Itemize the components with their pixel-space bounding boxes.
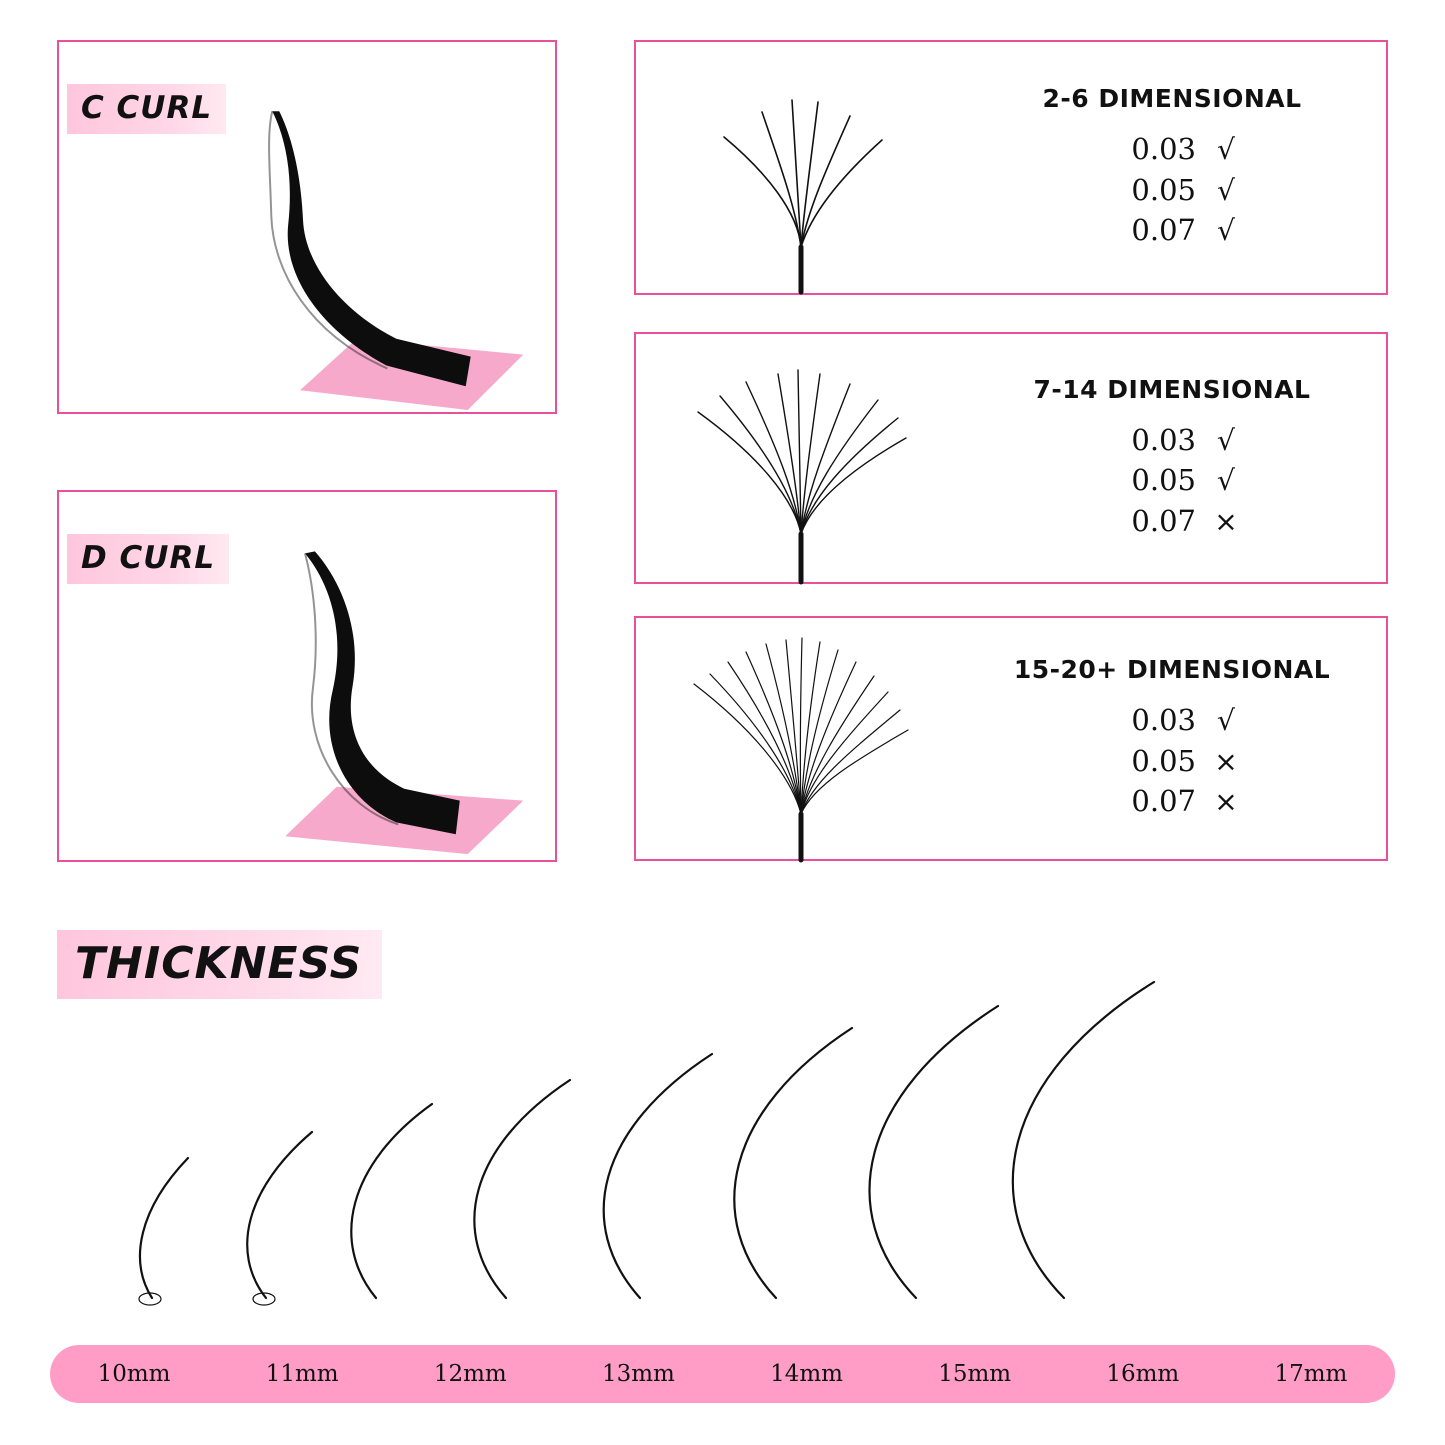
availability-mark: √ (1217, 423, 1235, 457)
thickness-availability-list (1088, 420, 1256, 542)
d-curl-label: D CURL (81, 540, 216, 576)
availability-row (1088, 460, 1256, 501)
length-label: 16mm (1106, 1361, 1180, 1387)
thickness-value: 0.05 (1131, 743, 1196, 778)
dimension-panel-7-14 (634, 332, 1388, 584)
length-label: 10mm (97, 1361, 171, 1387)
availability-mark: √ (1217, 173, 1235, 207)
availability-row (1088, 700, 1256, 741)
availability-mark: × (1214, 785, 1238, 819)
fan-illustration-7-14 (636, 334, 966, 582)
availability-row (1088, 501, 1256, 542)
dimension-title: 7-14 DIMENSIONAL (1033, 374, 1311, 404)
length-label: 13mm (601, 1361, 675, 1387)
c-curl-label: C CURL (81, 90, 213, 126)
c-curl-panel (57, 40, 557, 414)
d-curl-label-tag (67, 534, 229, 584)
d-curl-panel (57, 490, 557, 862)
thickness-value: 0.05 (1131, 172, 1196, 207)
availability-row (1088, 741, 1256, 782)
availability-mark: √ (1217, 214, 1235, 248)
fan-illustration-15-20 (636, 618, 966, 859)
thickness-availability-list (1088, 700, 1256, 822)
dimension-info-15-20 (966, 655, 1386, 822)
availability-row (1088, 129, 1256, 170)
thickness-value: 0.03 (1131, 422, 1196, 457)
availability-mark: √ (1217, 704, 1235, 738)
availability-mark: √ (1217, 464, 1235, 498)
length-label: 11mm (265, 1361, 339, 1387)
thickness-value: 0.03 (1131, 703, 1196, 738)
length-scale-bar (50, 1345, 1395, 1403)
availability-mark: × (1214, 744, 1238, 778)
dimension-title: 2-6 DIMENSIONAL (1042, 84, 1302, 114)
length-label: 12mm (433, 1361, 507, 1387)
length-label: 15mm (938, 1361, 1012, 1387)
c-curl-label-tag (67, 84, 226, 134)
length-label: 17mm (1274, 1361, 1348, 1387)
availability-row (1088, 420, 1256, 461)
availability-mark: × (1214, 504, 1238, 538)
thickness-value: 0.07 (1131, 503, 1196, 538)
thickness-value: 0.03 (1131, 132, 1196, 167)
thickness-availability-list (1088, 129, 1256, 251)
dimension-info-2-6 (966, 84, 1386, 251)
dimension-panel-2-6 (634, 40, 1388, 295)
availability-row (1088, 210, 1256, 251)
dimension-title: 15-20+ DIMENSIONAL (1013, 655, 1331, 685)
dimension-panel-15-20 (634, 616, 1388, 861)
thickness-value: 0.07 (1131, 784, 1196, 819)
length-label: 14mm (770, 1361, 843, 1387)
availability-mark: √ (1217, 133, 1235, 167)
availability-row (1088, 781, 1256, 822)
thickness-title: THICKNESS (75, 938, 363, 989)
lash-length-illustrations (40, 960, 1410, 1320)
thickness-value: 0.07 (1131, 213, 1196, 248)
fan-illustration-2-6 (636, 42, 966, 293)
thickness-value: 0.05 (1131, 463, 1196, 498)
dimension-info-7-14 (966, 375, 1386, 542)
availability-row (1088, 170, 1256, 211)
